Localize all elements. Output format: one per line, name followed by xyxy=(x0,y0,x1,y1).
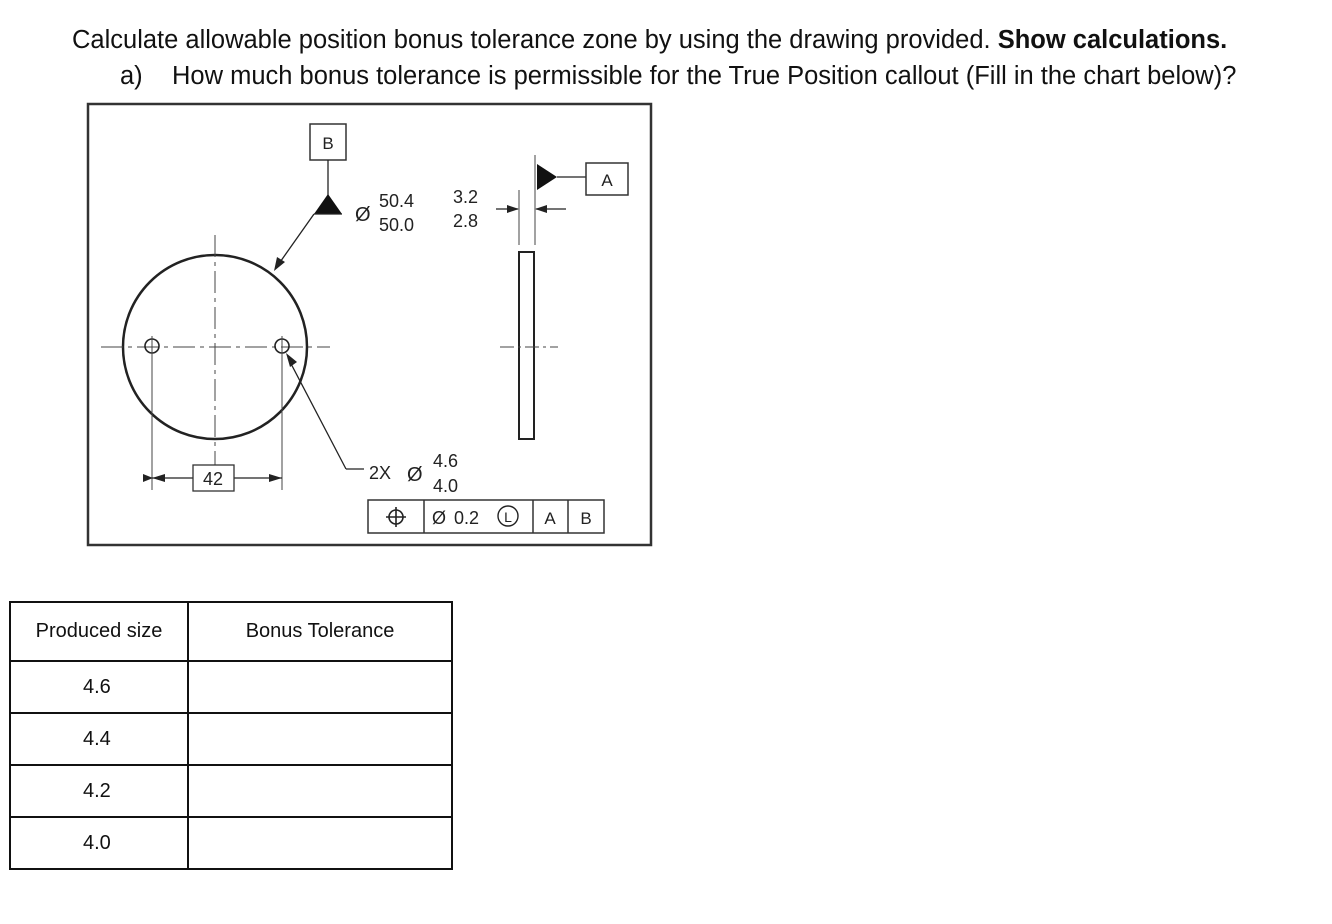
bonus-tolerance-cell[interactable] xyxy=(188,661,452,713)
table-header-row xyxy=(10,602,452,661)
diameter-leader-arrow xyxy=(274,257,285,271)
thickness-upper: 3.2 xyxy=(453,187,479,207)
hole-leader xyxy=(288,358,346,469)
spacing-arrow-right xyxy=(269,474,282,482)
part-label: a) xyxy=(120,62,143,90)
question-emphasis: Show calculations. xyxy=(997,26,1228,54)
fcf-datum-secondary: B xyxy=(580,509,592,528)
header-produced-size: Produced size xyxy=(10,602,188,661)
bonus-tolerance-table xyxy=(9,601,453,870)
thickness-arrow-left xyxy=(507,205,519,213)
hole-upper: 4.6 xyxy=(433,451,459,471)
fcf-diameter-symbol: Ø xyxy=(432,508,447,528)
bonus-tolerance-cell[interactable] xyxy=(188,817,452,869)
diameter-lower: 50.0 xyxy=(379,215,415,235)
hole-leader-arrow xyxy=(286,353,297,367)
datum-b-triangle xyxy=(314,194,342,214)
spacing-value: 42 xyxy=(202,469,224,489)
edge-view xyxy=(519,252,534,439)
produced-size-cell: 4.6 xyxy=(10,661,188,713)
datum-a-label: A xyxy=(601,171,613,190)
diameter-upper: 50.4 xyxy=(379,191,415,211)
table-row xyxy=(10,661,452,713)
hole-count: 2X xyxy=(369,463,392,483)
diameter-leader xyxy=(278,214,314,265)
header-bonus-tolerance: Bonus Tolerance xyxy=(188,602,452,661)
fcf-datum-primary: A xyxy=(544,509,556,528)
fcf-tolerance: 0.2 xyxy=(454,508,480,528)
datum-b-label: B xyxy=(322,134,334,153)
hole-lower: 4.0 xyxy=(433,476,459,496)
feature-control-frame xyxy=(368,500,604,533)
produced-size-cell: 4.4 xyxy=(10,713,188,765)
lmc-modifier: L xyxy=(504,509,512,525)
diameter-symbol: Ø xyxy=(355,204,371,226)
question-intro: Calculate allowable position bonus tolerance zone by using the drawing provided. xyxy=(72,26,991,54)
bonus-tolerance-cell[interactable] xyxy=(188,765,452,817)
spacing-arrow-left xyxy=(152,474,165,482)
produced-size-cell: 4.2 xyxy=(10,765,188,817)
part-text: How much bonus tolerance is permissible for the True Position callout (Fill in the chart below)? xyxy=(172,62,1237,90)
table-row xyxy=(10,713,452,765)
table-row xyxy=(10,817,452,869)
bonus-tolerance-cell[interactable] xyxy=(188,713,452,765)
thickness-arrow-right xyxy=(535,205,547,213)
hole-diameter-symbol: Ø xyxy=(407,464,423,486)
table-row xyxy=(10,765,452,817)
datum-a-triangle xyxy=(537,164,557,190)
produced-size-cell: 4.0 xyxy=(10,817,188,869)
thickness-lower: 2.8 xyxy=(453,211,479,231)
